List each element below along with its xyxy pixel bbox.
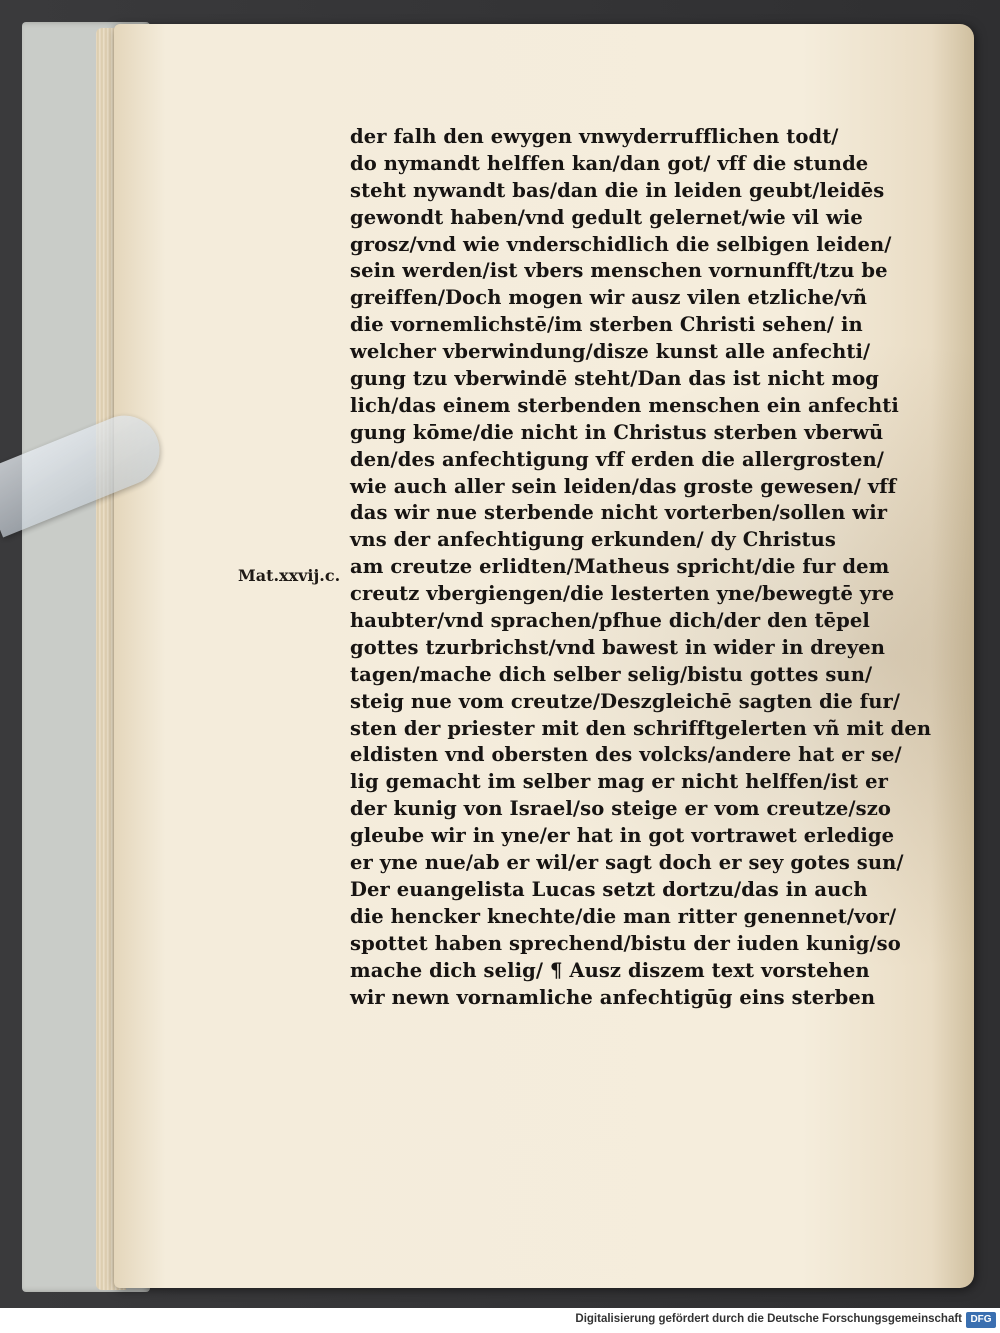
text-line: Der euangelista Lucas setzt dortzu/das in auch <box>350 877 868 901</box>
text-line: greiffen/Doch mogen wir ausz vilen etzliche/vñ <box>350 286 868 310</box>
text-line: vns der anfechtigung erkunden/ dy Christus <box>350 528 837 552</box>
text-line: wir newn vornamliche anfechtigūg eins sterben <box>350 985 876 1009</box>
text-line: gung tzu vberwindē steht/Dan das ist nicht mog <box>350 367 880 391</box>
text-line: die vornemlichstē/im sterben Christi sehen/ in <box>350 313 863 337</box>
blackletter-text-block <box>350 124 930 1011</box>
text-line: die hencker knechte/die man ritter genennet/vor/ <box>350 904 897 928</box>
text-line: sten der priester mit den schrifftgelerten vñ mit den <box>350 716 932 740</box>
text-line: tagen/mache dich selber selig/bistu gottes sun/ <box>350 662 873 686</box>
text-line: gewondt haben/vnd gedult gelernet/wie vil wie <box>350 205 863 229</box>
text-line: spottet haben sprechend/bistu der iuden kunig/so <box>350 931 901 955</box>
text-line: er yne nue/ab er wil/er sagt doch er sey gotes sun/ <box>350 851 904 875</box>
text-line: sein werden/ist vbers menschen vornunfft/tzu be <box>350 259 888 283</box>
text-line: gleube wir in yne/er hat in got vortrawet erledige <box>350 824 895 848</box>
text-line: welcher vberwindung/disze kunst alle anfechti/ <box>350 340 871 364</box>
text-line: der falh den ewygen vnwyderrufflichen todt/ <box>350 125 839 148</box>
text-line: grosz/vnd wie vnderschidlich die selbigen leiden/ <box>350 232 892 256</box>
text-line: der kunig von Israel/so steige er vom creutze/szo <box>350 797 891 821</box>
text-line: das wir nue sterbende nicht vorterben/sollen wir <box>350 501 888 525</box>
text-line: am creutze erlidten/Matheus spricht/die fur dem <box>350 555 890 579</box>
text-line: haubter/vnd sprachen/pfhue dich/der den tēpel <box>350 609 870 633</box>
funding-credit: Digitalisierung gefördert durch die Deutsche Forschungsgemeinschaft <box>575 1313 962 1325</box>
text-line: steht nywandt bas/dan die in leiden geubt/leidēs <box>350 178 885 202</box>
text-line: wie auch aller sein leiden/das groste gewesen/ vff <box>350 474 897 498</box>
text-line: den/des anfechtigung vff erden die allergrosten/ <box>350 447 884 471</box>
text-line: steig nue vom creutze/Deszgleichē sagten die fur/ <box>350 689 901 713</box>
text-line: do nymandt helffen kan/dan got/ vff die stunde <box>350 151 869 175</box>
dfg-logo: DFG <box>966 1312 996 1328</box>
text-line: mache dich selig/ ¶ Ausz diszem text vorstehen <box>350 958 870 982</box>
text-line: creutz vbergiengen/die lesterten yne/bewegtē yre <box>350 582 895 606</box>
margin-reference: Mat.xxvij.c. <box>238 566 341 585</box>
text-line: lig gemacht im selber mag er nicht helffen/ist er <box>350 770 888 794</box>
text-line: gottes tzurbrichst/vnd bawest in wider in dreyen <box>350 635 886 659</box>
text-line: lich/das einem sterbenden menschen ein anfechti <box>350 393 899 417</box>
text-line: eldisten vnd obersten des volcks/andere hat er se/ <box>350 743 902 767</box>
footer-bar <box>0 1308 1000 1333</box>
text-line: gung kōme/die nicht in Christus sterben vberwū <box>350 420 884 444</box>
